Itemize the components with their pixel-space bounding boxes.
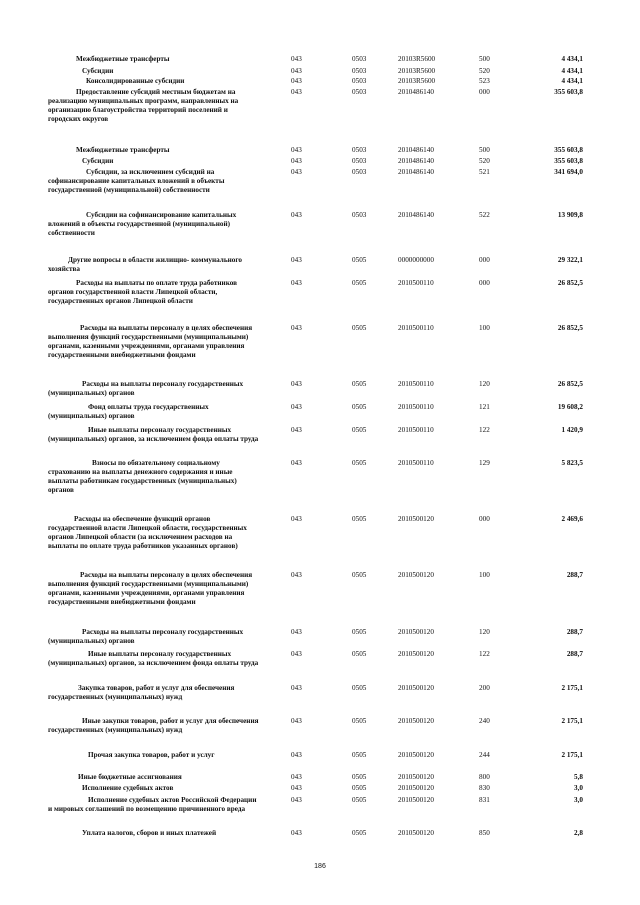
target-article-cell: 2010500110 (398, 324, 434, 332)
row-description-first-line: Иные закупки товаров, работ и услуг для (82, 717, 217, 725)
ministry-code-cell: 043 (291, 628, 302, 636)
expense-type-cell: 129 (479, 459, 490, 467)
target-article-cell: 20103R5600 (398, 67, 436, 75)
row-description (48, 773, 260, 782)
amount-cell: 19 608,2 (557, 403, 583, 411)
row-description-continuation: обеспечения государственных (муниципальных) нужд (48, 717, 259, 734)
row-description-continuation: (муниципальных) органов (48, 412, 135, 420)
row-description-first-line: Расходы на обеспечение функций органов (74, 515, 211, 523)
row-description-continuation: государственных (муниципальных) органов (48, 380, 244, 397)
ministry-code-cell: 043 (291, 459, 302, 467)
section-code-cell: 0505 (352, 684, 367, 692)
target-article-cell: 2010500110 (398, 459, 434, 467)
ministry-code-cell: 043 (291, 77, 302, 85)
expense-type-cell: 000 (479, 88, 490, 96)
expense-type-cell: 520 (479, 67, 490, 75)
ministry-code-cell: 043 (291, 717, 302, 725)
row-description-first-line: Взносы по обязательному социальному (92, 459, 220, 467)
section-code-cell: 0505 (352, 784, 367, 792)
expense-type-cell: 500 (479, 55, 490, 63)
amount-cell: 341 694,0 (554, 168, 583, 176)
target-article-cell: 2010500120 (398, 515, 434, 523)
section-code-cell: 0505 (352, 751, 367, 759)
target-article-cell: 2010500120 (398, 796, 434, 804)
ministry-code-cell: 043 (291, 426, 302, 434)
amount-cell: 288,7 (566, 650, 583, 658)
row-description (48, 796, 260, 814)
section-code-cell: 0503 (352, 157, 367, 165)
row-description-first-line: Расходы на выплаты персоналу (82, 380, 186, 388)
expense-type-cell: 850 (479, 829, 490, 837)
section-code-cell: 0505 (352, 515, 367, 523)
expense-type-cell: 121 (479, 403, 490, 411)
row-description-first-line: Уплата налогов, сборов и иных платежей (82, 829, 217, 837)
section-code-cell: 0503 (352, 55, 367, 63)
row-description-continuation: Федерации и мировых соглашений по возмещению причиненного вреда (48, 796, 257, 813)
row-description-first-line: Субсидии (82, 157, 114, 165)
amount-cell: 4 434,1 (561, 77, 583, 85)
amount-cell: 4 434,1 (561, 67, 583, 75)
row-description-first-line: Расходы на выплаты персоналу (82, 628, 186, 636)
row-description-first-line: Прочая закупка товаров, работ и услуг (88, 751, 215, 759)
row-description (48, 77, 260, 86)
row-description-continuation: софинансирование капитальных вложений в объекты государственной (муниципальной) собственности (48, 177, 225, 194)
expense-type-cell: 200 (479, 684, 490, 692)
target-article-cell: 2010500110 (398, 426, 434, 434)
row-description-continuation: обеспечения государственных (муниципальных) нужд (48, 684, 235, 701)
amount-cell: 29 322,1 (557, 256, 583, 264)
ministry-code-cell: 043 (291, 829, 302, 837)
section-code-cell: 0505 (352, 256, 367, 264)
expense-type-cell: 120 (479, 380, 490, 388)
amount-cell: 288,7 (566, 628, 583, 636)
expense-type-cell: 122 (479, 650, 490, 658)
target-article-cell: 2010486140 (398, 157, 434, 165)
row-description (48, 157, 260, 166)
expense-type-cell: 100 (479, 571, 490, 579)
row-description (48, 211, 260, 238)
amount-cell: 5 823,5 (561, 459, 583, 467)
row-description (48, 650, 260, 668)
expense-type-cell: 523 (479, 77, 490, 85)
row-description-first-line: Расходы на выплаты персоналу в целях (80, 571, 211, 579)
section-code-cell: 0505 (352, 459, 367, 467)
row-description-continuation: капитальных вложений в объекты государственной (муниципальной) собственности (48, 211, 237, 237)
row-description (48, 459, 260, 495)
amount-cell: 355 603,8 (554, 157, 583, 165)
expense-type-cell: 244 (479, 751, 490, 759)
section-code-cell: 0505 (352, 403, 367, 411)
row-description-first-line: Другие вопросы в области жилищно- (68, 256, 190, 264)
target-article-cell: 2010500120 (398, 571, 434, 579)
row-description-first-line: Консолидированные субсидии (86, 77, 185, 85)
section-code-cell: 0505 (352, 650, 367, 658)
target-article-cell: 2010500120 (398, 717, 434, 725)
ministry-code-cell: 043 (291, 403, 302, 411)
section-code-cell: 0503 (352, 168, 367, 176)
row-description (48, 784, 260, 793)
row-description-continuation: государственной власти Липецкой области, государственных органов Липецкой области (за исключением расходов на выплаты по оплате труда работников указанных органов) (48, 524, 247, 550)
amount-cell: 4 434,1 (561, 55, 583, 63)
row-description (48, 168, 260, 195)
row-description-first-line: Иные бюджетные ассигнования (78, 773, 182, 781)
row-description-continuation: коммунального хозяйства (48, 256, 243, 273)
row-description-first-line: Межбюджетные трансферты (76, 55, 170, 63)
section-code-cell: 0503 (352, 211, 367, 219)
target-article-cell: 2010486140 (398, 88, 434, 96)
page-number: 186 (314, 863, 326, 870)
ministry-code-cell: 043 (291, 684, 302, 692)
amount-cell: 26 852,5 (557, 380, 583, 388)
section-code-cell: 0505 (352, 324, 367, 332)
row-description-continuation: государственных (муниципальных) органов, за исключением фонда оплаты труда (48, 426, 259, 443)
section-code-cell: 0505 (352, 628, 367, 636)
amount-cell: 3,0 (574, 784, 583, 792)
target-article-cell: 20103R5600 (398, 77, 436, 85)
row-description-first-line: Фонд оплаты труда государственных (88, 403, 209, 411)
amount-cell: 26 852,5 (557, 279, 583, 287)
ministry-code-cell: 043 (291, 650, 302, 658)
section-code-cell: 0505 (352, 796, 367, 804)
ministry-code-cell: 043 (291, 256, 302, 264)
amount-cell: 3,0 (574, 796, 583, 804)
ministry-code-cell: 043 (291, 380, 302, 388)
row-description-first-line: Субсидии, за исключением субсидий на (86, 168, 215, 176)
section-code-cell: 0503 (352, 77, 367, 85)
row-description (48, 515, 260, 551)
expense-type-cell: 120 (479, 628, 490, 636)
row-description-continuation: государственных (муниципальных) органов (48, 628, 244, 645)
target-article-cell: 2010486140 (398, 146, 434, 154)
ministry-code-cell: 043 (291, 796, 302, 804)
row-description (48, 67, 260, 76)
amount-cell: 1 420,9 (561, 426, 583, 434)
section-code-cell: 0503 (352, 146, 367, 154)
ministry-code-cell: 043 (291, 146, 302, 154)
expense-type-cell: 522 (479, 211, 490, 219)
row-description (48, 684, 260, 702)
ministry-code-cell: 043 (291, 157, 302, 165)
row-description-continuation: государственных (муниципальных) органов, за исключением фонда оплаты труда (48, 650, 259, 667)
amount-cell: 2 175,1 (561, 717, 583, 725)
row-description-continuation: страхованию на выплаты денежного содержания и иные выплаты работникам государственных (муниципальных) органов (48, 468, 237, 494)
row-description (48, 256, 260, 274)
ministry-code-cell: 043 (291, 55, 302, 63)
row-description (48, 403, 260, 421)
section-code-cell: 0503 (352, 88, 367, 96)
row-description-first-line: Закупка товаров, работ и услуг для (78, 684, 193, 692)
amount-cell: 2 469,6 (561, 515, 583, 523)
amount-cell: 2 175,1 (561, 684, 583, 692)
row-description-continuation: работников органов государственной власти Липецкой области, государственных органов Липецкой области (48, 279, 238, 305)
target-article-cell: 2010500120 (398, 684, 434, 692)
target-article-cell: 2010500120 (398, 829, 434, 837)
target-article-cell: 2010500120 (398, 628, 434, 636)
amount-cell: 26 852,5 (557, 324, 583, 332)
row-description (48, 55, 260, 64)
row-description-first-line: Исполнение судебных актов (82, 784, 174, 792)
ministry-code-cell: 043 (291, 279, 302, 287)
row-description-continuation: на реализацию муниципальных программ, направленных на организацию благоустройства территорий поселений и городских округов (48, 88, 239, 123)
target-article-cell: 2010500120 (398, 773, 434, 781)
section-code-cell: 0503 (352, 67, 367, 75)
expense-type-cell: 520 (479, 157, 490, 165)
expense-type-cell: 000 (479, 256, 490, 264)
row-description (48, 829, 260, 838)
expense-type-cell: 500 (479, 146, 490, 154)
ministry-code-cell: 043 (291, 67, 302, 75)
target-article-cell: 2010500110 (398, 279, 434, 287)
section-code-cell: 0505 (352, 279, 367, 287)
ministry-code-cell: 043 (291, 773, 302, 781)
row-description (48, 279, 260, 306)
ministry-code-cell: 043 (291, 784, 302, 792)
amount-cell: 355 603,8 (554, 146, 583, 154)
ministry-code-cell: 043 (291, 515, 302, 523)
amount-cell: 355 603,8 (554, 88, 583, 96)
expense-type-cell: 521 (479, 168, 490, 176)
ministry-code-cell: 043 (291, 324, 302, 332)
expense-type-cell: 122 (479, 426, 490, 434)
ministry-code-cell: 043 (291, 571, 302, 579)
amount-cell: 288,7 (566, 571, 583, 579)
expense-type-cell: 800 (479, 773, 490, 781)
row-description (48, 88, 260, 124)
target-article-cell: 20103R5600 (398, 55, 436, 63)
section-code-cell: 0505 (352, 773, 367, 781)
amount-cell: 2,8 (574, 829, 583, 837)
ministry-code-cell: 043 (291, 211, 302, 219)
row-description-first-line: Субсидии (82, 67, 114, 75)
ministry-code-cell: 043 (291, 751, 302, 759)
expense-type-cell: 100 (479, 324, 490, 332)
row-description (48, 628, 260, 646)
row-description (48, 324, 260, 360)
row-description-first-line: Исполнение судебных актов Российской (88, 796, 219, 804)
section-code-cell: 0505 (352, 717, 367, 725)
section-code-cell: 0505 (352, 829, 367, 837)
row-description-first-line: Межбюджетные трансферты (76, 146, 170, 154)
section-code-cell: 0505 (352, 571, 367, 579)
target-article-cell: 2010486140 (398, 211, 434, 219)
row-description-continuation: обеспечения выполнения функций государственными (муниципальными) органами, казенными учреждениями, органами управления государственными внебюджетными фондами (48, 324, 253, 359)
amount-cell: 2 175,1 (561, 751, 583, 759)
row-description-first-line: Иные выплаты персоналу (88, 650, 174, 658)
target-article-cell: 2010500120 (398, 784, 434, 792)
expense-type-cell: 830 (479, 784, 490, 792)
row-description-first-line: Расходы на выплаты по оплате труда (76, 279, 198, 287)
row-description (48, 426, 260, 444)
expense-type-cell: 000 (479, 279, 490, 287)
target-article-cell: 2010500120 (398, 650, 434, 658)
ministry-code-cell: 043 (291, 168, 302, 176)
section-code-cell: 0505 (352, 426, 367, 434)
amount-cell: 5,8 (574, 773, 583, 781)
row-description (48, 380, 260, 398)
target-article-cell: 2010500110 (398, 403, 434, 411)
row-description (48, 146, 260, 155)
ministry-code-cell: 043 (291, 88, 302, 96)
row-description-continuation: обеспечения выполнения функций государственными (муниципальными) органами, казенными учреждениями, органами управления государственными внебюджетными фондами (48, 571, 253, 606)
row-description-first-line: Предоставление субсидий местным бюджетам (76, 88, 226, 96)
expense-type-cell: 831 (479, 796, 490, 804)
target-article-cell: 2010500120 (398, 751, 434, 759)
expense-type-cell: 000 (479, 515, 490, 523)
section-code-cell: 0505 (352, 380, 367, 388)
expense-type-cell: 240 (479, 717, 490, 725)
target-article-cell: 2010486140 (398, 168, 434, 176)
row-description-first-line: Субсидии на софинансирование (86, 211, 191, 219)
row-description (48, 571, 260, 607)
target-article-cell: 0000000000 (398, 256, 434, 264)
row-description (48, 751, 260, 760)
row-description-first-line: Иные выплаты персоналу (88, 426, 174, 434)
row-description (48, 717, 260, 735)
target-article-cell: 2010500110 (398, 380, 434, 388)
row-description-first-line: Расходы на выплаты персоналу в целях (80, 324, 211, 332)
amount-cell: 13 909,8 (557, 211, 583, 219)
